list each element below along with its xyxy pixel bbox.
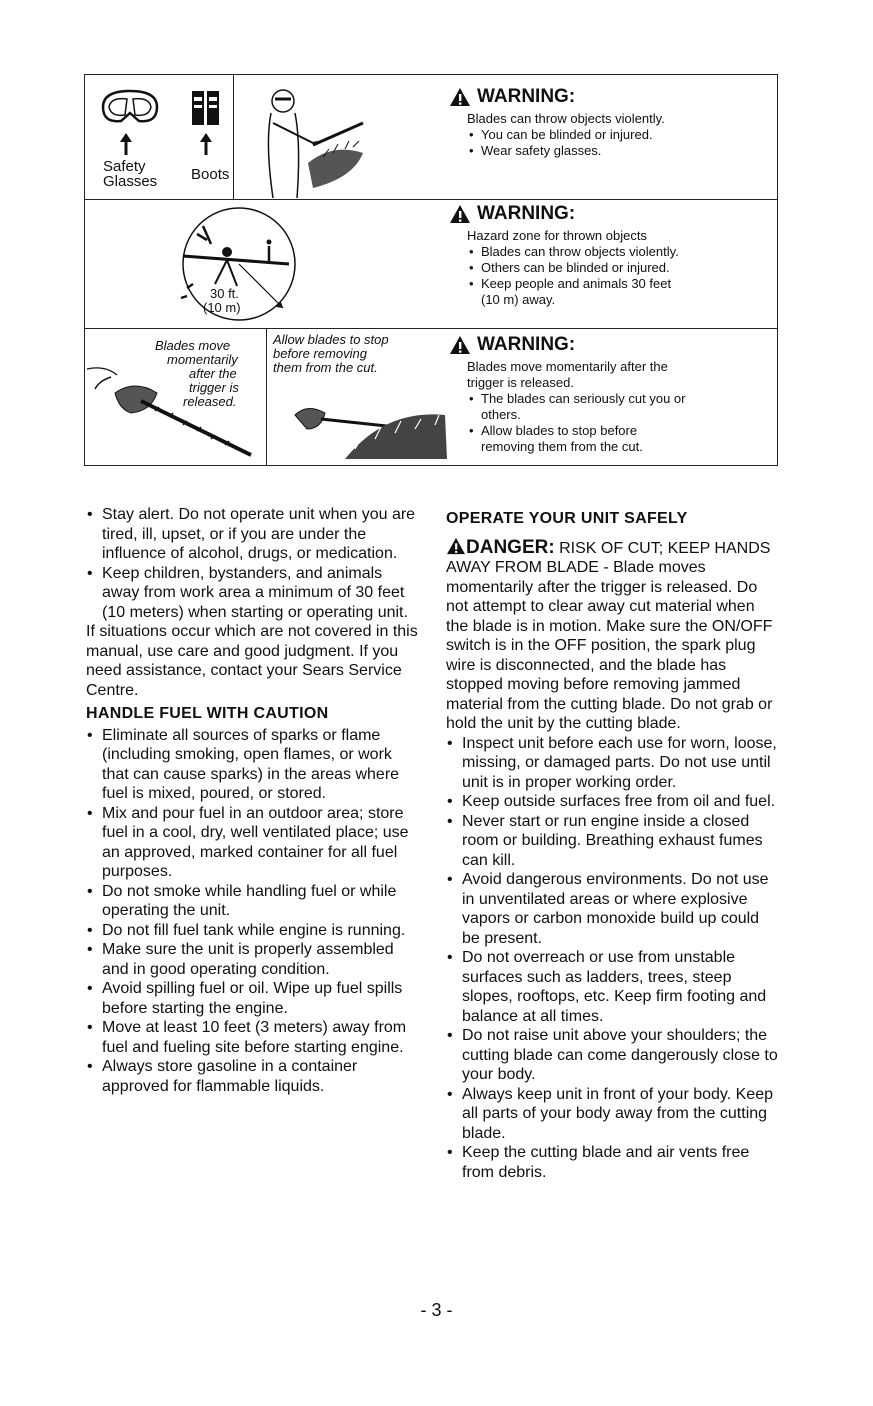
list-item: • Keep outside surfaces free from oil and fuel. [446,792,781,812]
left-column [86,505,421,1096]
warning-bullet: • Blades can throw objects violently. [467,244,771,260]
paragraph: If situations occur which are not covered in this manual, use care and good judgment. If you need assistance, contact your Sears Service Centre. [86,623,418,699]
warning-row-safety-glasses [85,75,777,200]
list-item: • Inspect unit before each use for worn, loose, missing, or damaged parts. Do not use until unit is in proper working order. [446,734,781,793]
warning-triangle-icon [449,335,471,355]
warning-bullet: • Allow blades to stop before removing them from the cut. [467,423,771,455]
warning-triangle-icon [449,204,471,224]
warning-bullet: • You can be blinded or injured. [467,127,771,143]
hedge-trimmer-illustration [85,359,255,459]
danger-text: RISK OF CUT; KEEP HANDS AWAY FROM BLADE - Blade moves momentarily after the trigger is released. Do not attempt to clear away cut material when the blade is in motion. Make sure the ON/OFF switch is in the OFF position, the spark plug wire is disconnected, and the blade has stopped moving before removing jammed material from the cutting blade. Do not grab or hold the unit by the cutting blade. [446,539,773,732]
page-number: - 3 - [420,1300,453,1320]
label-safety: Safety [103,158,146,175]
operator-trimming-hedge-illustration [253,83,373,198]
arrow-up-icon [199,133,213,155]
warning-intro: Blades can throw objects violently. [467,111,665,126]
distance-feet: 30 ft. [210,286,239,301]
danger-label: DANGER: [466,536,555,558]
warning-intro: Blades move momentarily after the [467,359,668,374]
warning-bullet: • Others can be blinded or injured. [467,260,771,276]
list-item: • Avoid spilling fuel or oil. Wipe up fuel spills before starting the engine. [86,979,421,1018]
list-item: • Move at least 10 feet (3 meters) away from fuel and fueling site before starting engine. [86,1018,421,1057]
warning-text-3 [467,335,771,455]
warning-title: WARNING: [449,335,771,355]
list-item: • Keep children, bystanders, and animals away from work area a minimum of 30 feet (10 meters) when starting or operating unit. [86,564,421,623]
list-item: • Do not raise unit above your shoulders; the cutting blade can come dangerously close to your body. [446,1026,781,1085]
warning-title: WARNING: [449,204,771,224]
section-heading: HANDLE FUEL WITH CAUTION [86,705,329,722]
distance-meters: (10 m) [203,300,241,315]
warning-title: WARNING: [449,87,771,107]
caption-allow-stop-3: them from the cut. [273,360,378,375]
danger-paragraph [446,537,781,734]
label-glasses: Glasses [103,173,158,190]
right-column [446,505,781,1182]
list-item: • Stay alert. Do not operate unit when you are tired, ill, upset, or if you are under the influence of alcohol, drugs, or medication. [86,505,421,564]
list-item: • Avoid dangerous environments. Do not use in unventilated areas or where explosive vapors or carbon monoxide build up could be present. [446,870,781,948]
caption-blades-move-1: Blades move [155,338,231,353]
list-item: • Keep the cutting blade and air vents free from debris. [446,1143,781,1182]
safety-glasses-icon [99,85,161,131]
caption-blades-move-5: released. [183,394,237,409]
warning-bullet: • Keep people and animals 30 feet [467,276,771,292]
trimmer-in-hedge-illustration [285,379,455,465]
label-boots: Boots [191,166,230,183]
warning-row-blade-motion [85,329,777,466]
list-item: • Do not fill fuel tank while engine is running. [86,921,421,941]
list-item: • Mix and pour fuel in an outdoor area; store fuel in a cool, dry, well ventilated place; use an approved, marked container for all fuel purposes. [86,804,421,882]
warning-triangle-icon [446,537,466,555]
warning-intro: Hazard zone for thrown objects [467,228,647,243]
warning-box [84,74,778,466]
boots-icon [191,89,221,127]
arrow-up-icon [119,133,133,155]
warning-bullet: • Wear safety glasses. [467,143,771,159]
caption-blades-move-3: after the [189,366,237,381]
list-item: • Eliminate all sources of sparks or flame (including smoking, open flames, or work that can cause sparks) in the areas where fuel is mixed, poured, or stored. [86,726,421,804]
warning-intro: trigger is released. [467,375,574,390]
caption-blades-move-2: momentarily [167,352,238,367]
caption-blades-move-4: trigger is [189,380,239,395]
caption-allow-stop-2: before removing [273,346,367,361]
warning-text-2 [467,204,771,308]
list-item: • Make sure the unit is properly assembled and in good operating condition. [86,940,421,979]
warning-row-hazard-zone [85,200,777,329]
list-item: • Always keep unit in front of your body. Keep all parts of your body away from the cutting blade. [446,1085,781,1144]
warning-text-1 [467,87,771,159]
list-item: • Always store gasoline in a container approved for flammable liquids. [86,1057,421,1096]
section-heading: OPERATE YOUR UNIT SAFELY [446,510,688,527]
list-item: • Do not overreach or use from unstable surfaces such as ladders, trees, steep slopes, rooftops, etc. Keep firm footing and balance at all times. [446,948,781,1026]
list-item: • Never start or run engine inside a closed room or building. Breathing exhaust fumes can kill. [446,812,781,871]
warning-bullet: • The blades can seriously cut you or others. [467,391,771,423]
list-item: • Do not smoke while handling fuel or while operating the unit. [86,882,421,921]
warning-triangle-icon [449,87,471,107]
caption-allow-stop-1: Allow blades to stop [273,332,389,347]
warning-bullet-continuation: (10 m) away. [481,292,556,307]
